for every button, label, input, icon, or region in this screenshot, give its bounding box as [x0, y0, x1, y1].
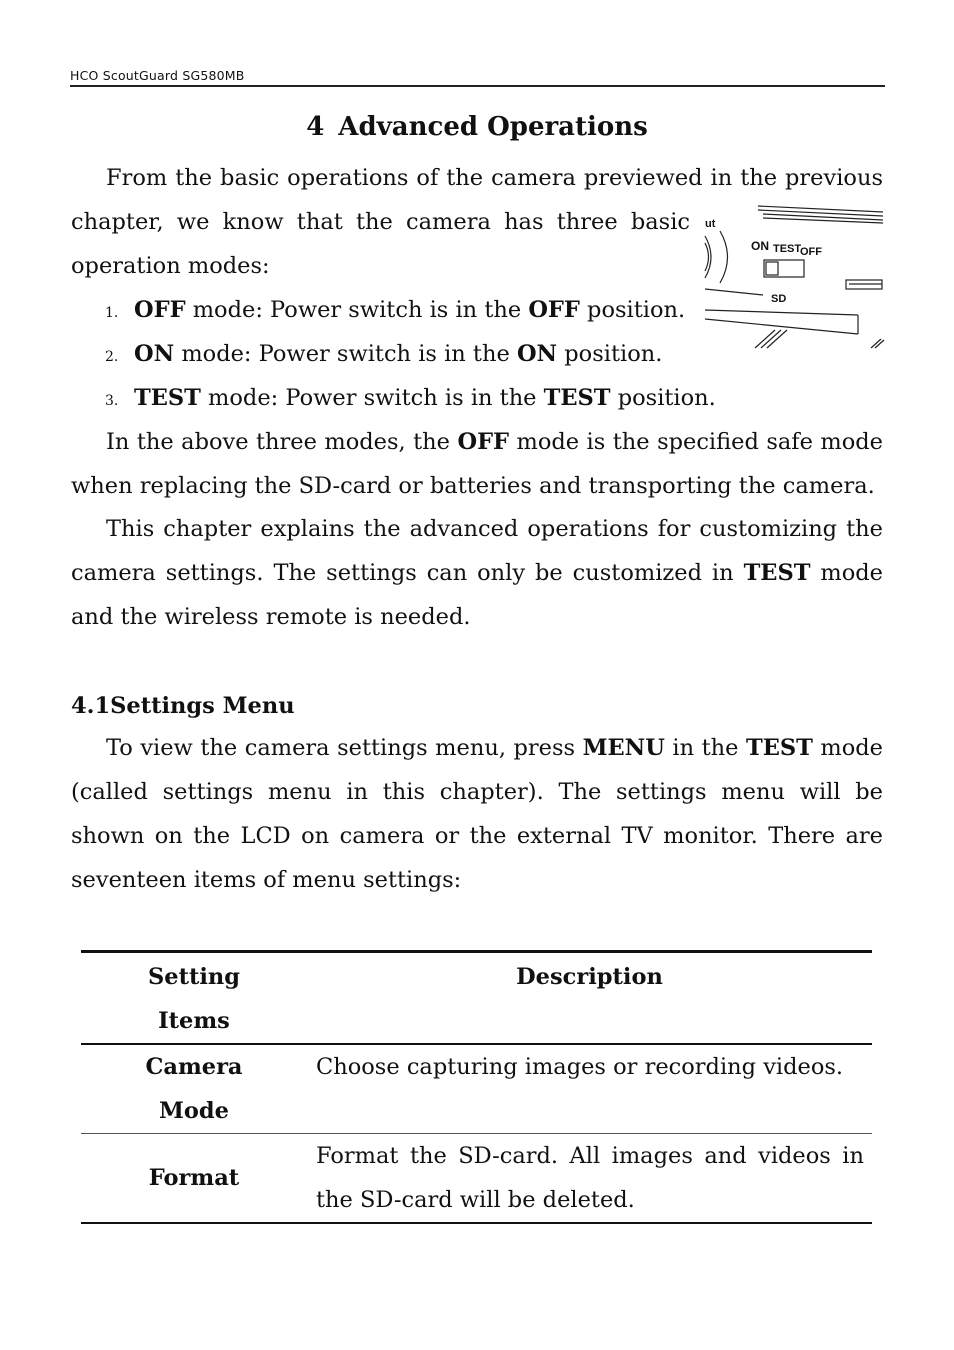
- settings-table: [81, 950, 872, 1224]
- chapter-title-text: Advanced Operations: [338, 112, 648, 142]
- setting-item-name: Camera Mode: [145, 1054, 243, 1124]
- off-label: OFF: [800, 246, 822, 258]
- header-description: Description: [516, 964, 663, 990]
- table-row: [81, 1044, 872, 1134]
- intro-line-3: operation modes:: [71, 253, 270, 279]
- menu-paragraph: To view the camera settings menu, press MENU in the TEST mode (called settings menu in this chapter). The settings menu will be shown on the LCD on camera or the external TV monitor. There are seventeen items of menu settings:: [71, 735, 883, 893]
- page-header: [70, 68, 885, 87]
- header-setting-items: Setting Items: [148, 964, 240, 1034]
- setting-item-description: Choose capturing images or recording videos.: [316, 1054, 844, 1080]
- chapter-explain-paragraph: This chapter explains the advanced operations for customizing the camera settings. The settings can only be customized in TEST mode and the wireless remote is needed.: [71, 516, 883, 630]
- intro-line-2: chapter, we know that the camera has three basic: [71, 209, 690, 235]
- list-item: 2. ON mode: Power switch is in the ON position.: [105, 341, 663, 367]
- intro-line-1: From the basic operations of the camera previewed in the previous: [106, 165, 883, 191]
- section-title: 4.1Settings Menu: [71, 693, 295, 719]
- power-switch-illustration: [703, 203, 885, 351]
- out-label: ut: [705, 218, 716, 230]
- table-header-row: [81, 952, 872, 1045]
- setting-item-name: Format: [148, 1165, 240, 1191]
- sd-label: SD: [771, 293, 787, 305]
- safe-mode-paragraph: In the above three modes, the OFF mode is the specified safe mode when replacing the SD-card or batteries and transporting the camera.: [71, 429, 883, 499]
- setting-item-description: Format the SD-card. All images and videos in the SD-card will be deleted.: [316, 1143, 864, 1213]
- list-item: 1. OFF mode: Power switch is in the OFF position.: [105, 297, 686, 323]
- chapter-title: [0, 112, 954, 142]
- list-item: 3. TEST mode: Power switch is in the TEST position.: [105, 385, 716, 411]
- table-row: [81, 1134, 872, 1224]
- chapter-number: 4: [306, 112, 325, 142]
- header-text: HCO ScoutGuard SG580MB: [70, 68, 245, 83]
- on-label: ON: [751, 239, 769, 253]
- test-label: TEST: [773, 243, 802, 255]
